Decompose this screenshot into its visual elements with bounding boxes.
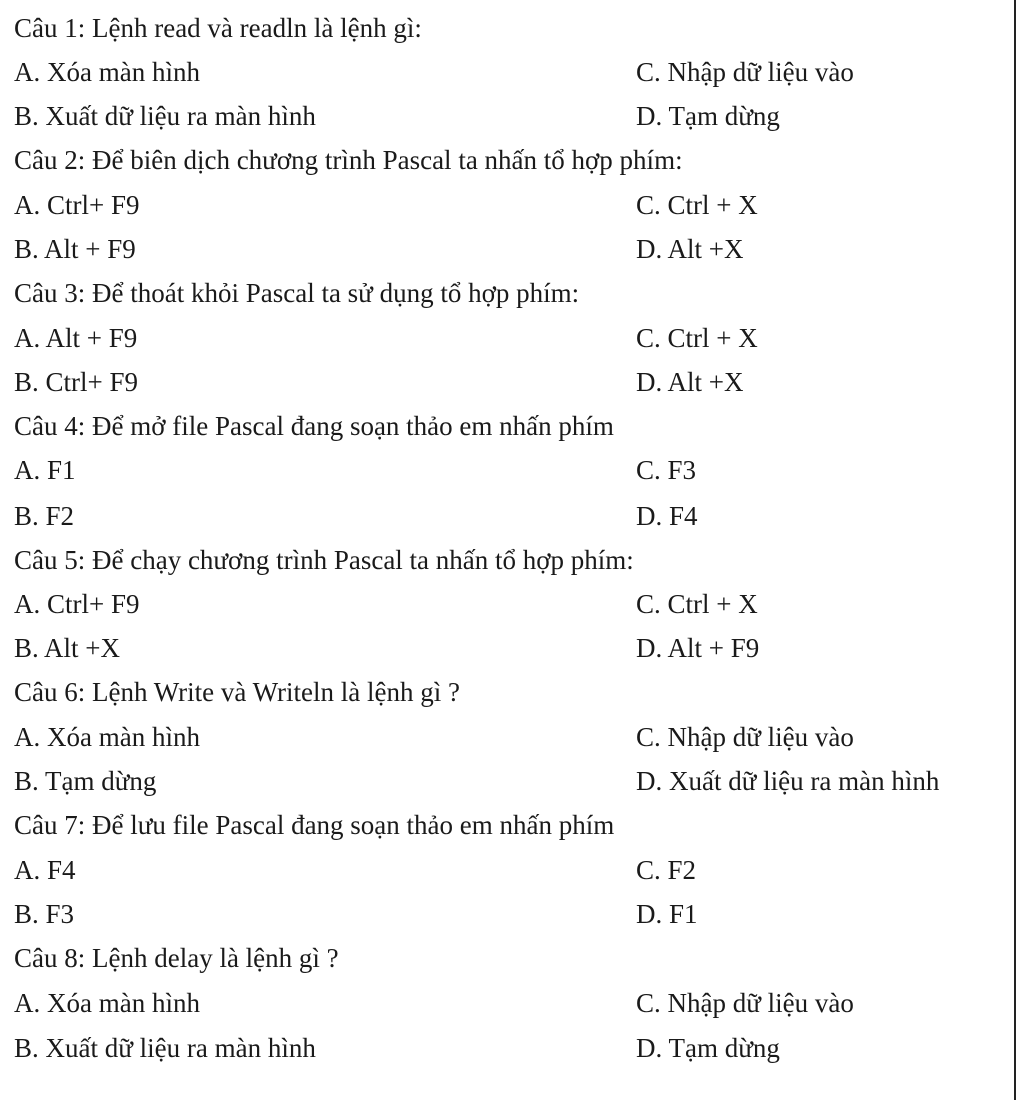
q6-option-a: A. Xóa màn hình	[14, 722, 200, 752]
question-3: Câu 3: Để thoát khỏi Pascal ta sử dụng tổ hợp phím:	[14, 278, 580, 308]
q8-option-a: A. Xóa màn hình	[14, 988, 200, 1018]
question-6: Câu 6: Lệnh Write và Writeln là lệnh gì ?	[14, 677, 460, 707]
q3-option-a: A. Alt + F9	[14, 323, 138, 353]
question-1: Câu 1: Lệnh read và readln là lệnh gì:	[14, 13, 422, 43]
q7-option-a: A. F4	[14, 855, 76, 885]
q7-option-c: C. F2	[636, 855, 697, 885]
question-4: Câu 4: Để mở file Pascal đang soạn thảo em nhấn phím	[14, 411, 614, 441]
q5-option-d: D. Alt + F9	[636, 633, 760, 663]
q3-option-b: B. Ctrl+ F9	[14, 367, 139, 397]
q2-option-a: A. Ctrl+ F9	[14, 190, 140, 220]
q6-option-d: D. Xuất dữ liệu ra màn hình	[636, 766, 940, 796]
question-8: Câu 8: Lệnh delay là lệnh gì ?	[14, 943, 339, 973]
q1-option-c: C. Nhập dữ liệu vào	[636, 57, 854, 87]
q5-option-b: B. Alt +X	[14, 633, 120, 663]
q1-option-a: A. Xóa màn hình	[14, 57, 200, 87]
q2-option-c: C. Ctrl + X	[636, 190, 758, 220]
q1-option-b: B. Xuất dữ liệu ra màn hình	[14, 101, 316, 131]
question-2: Câu 2: Để biên dịch chương trình Pascal ta nhấn tổ hợp phím:	[14, 145, 683, 175]
q3-option-d: D. Alt +X	[636, 367, 744, 397]
question-7: Câu 7: Để lưu file Pascal đang soạn thảo em nhấn phím	[14, 810, 615, 840]
q5-option-c: C. Ctrl + X	[636, 589, 758, 619]
q7-option-b: B. F3	[14, 899, 75, 929]
question-5: Câu 5: Để chạy chương trình Pascal ta nhấn tổ hợp phím:	[14, 545, 634, 575]
q4-option-a: A. F1	[14, 455, 76, 485]
page-border-line	[1014, 0, 1016, 1100]
q6-option-b: B. Tạm dừng	[14, 766, 157, 796]
q5-option-a: A. Ctrl+ F9	[14, 589, 140, 619]
q1-option-d: D. Tạm dừng	[636, 101, 780, 131]
q6-option-c: C. Nhập dữ liệu vào	[636, 722, 854, 752]
q8-option-b: B. Xuất dữ liệu ra màn hình	[14, 1033, 316, 1063]
q7-option-d: D. F1	[636, 899, 698, 929]
q4-option-c: C. F3	[636, 455, 697, 485]
q4-option-d: D. F4	[636, 501, 698, 531]
q8-option-c: C. Nhập dữ liệu vào	[636, 988, 854, 1018]
q2-option-b: B. Alt + F9	[14, 234, 136, 264]
q2-option-d: D. Alt +X	[636, 234, 744, 264]
q3-option-c: C. Ctrl + X	[636, 323, 758, 353]
q4-option-b: B. F2	[14, 501, 75, 531]
q8-option-d: D. Tạm dừng	[636, 1033, 780, 1063]
